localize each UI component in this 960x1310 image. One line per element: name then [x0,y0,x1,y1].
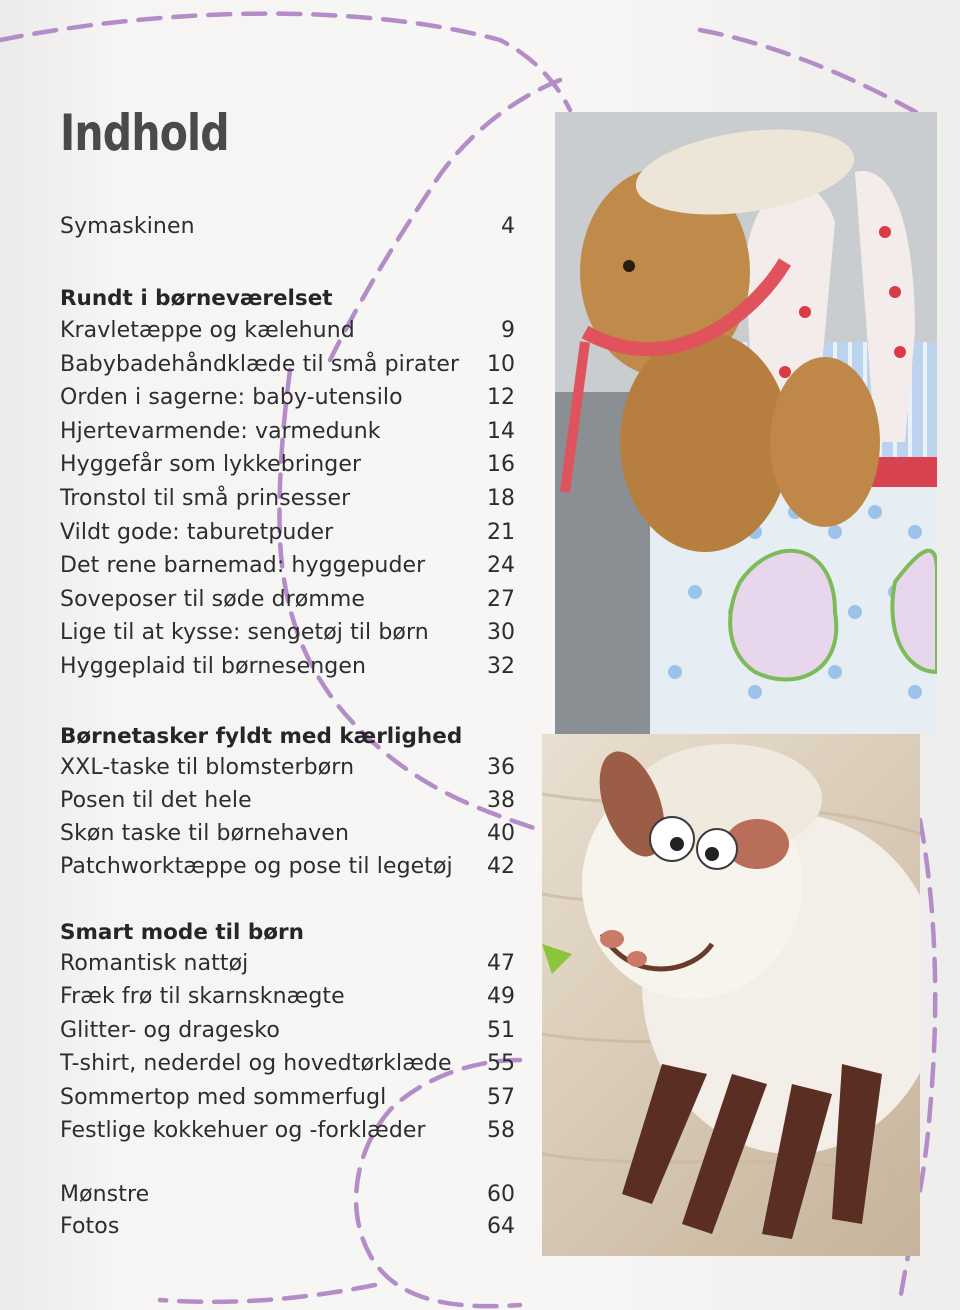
toc-entry[interactable] [60,1214,515,1246]
toc-entry-intro[interactable] [60,214,515,246]
toc-entry-title: Patchworktæppe og pose til legetøj [60,854,453,879]
toc-entry-page: 30 [487,620,515,645]
toc-entry[interactable] [60,1182,515,1214]
toc-entry-page: 36 [487,755,515,780]
toc-entry-page: 12 [487,385,515,410]
toc-entry-page: 32 [487,654,515,679]
toc-entry[interactable] [60,452,515,484]
toc-entry-page: 51 [487,1018,515,1043]
toc-entry[interactable] [60,587,515,619]
toc-entry-title: Soveposer til søde drømme [60,587,366,612]
toc-entry-page: 60 [487,1182,515,1207]
section-heading: Børnetasker fyldt med kærlighed [60,724,463,749]
toc-entry-page: 9 [501,318,515,343]
toc-entry-page: 49 [487,984,515,1009]
toc-entry-title: Posen til det hele [60,788,252,813]
toc-entry-title: Kravletæppe og kælehund [60,318,355,343]
toc-entry-title: Romantisk nattøj [60,951,249,976]
toc-entry[interactable] [60,352,515,384]
toc-entry[interactable] [60,755,515,787]
toc-entry-page: 47 [487,951,515,976]
toc-entry[interactable] [60,553,515,585]
toc-entry-page: 10 [487,352,515,377]
toc-entry-page: 4 [501,214,515,239]
toc-entry-title: Fotos [60,1214,120,1239]
toc-entry[interactable] [60,854,515,886]
toc-entry-title: Babybadehåndklæde til små pirater [60,352,460,377]
toc-entry-page: 38 [487,788,515,813]
photo-sheep-toy [542,734,920,1256]
toc-entry[interactable] [60,419,515,451]
toc-entry-title: Det rene barnemad: hyggepuder [60,553,426,578]
toc-entry-title: Skøn taske til børnehaven [60,821,349,846]
page-title: Indhold [60,104,229,162]
toc-entry-title: Fræk frø til skarnsknægte [60,984,345,1009]
toc-entry-page: 64 [487,1214,515,1239]
toc-entry-title: Hyggefår som lykkebringer [60,452,362,477]
toc-entry-title: XXL-taske til blomsterbørn [60,755,355,780]
toc-entry-title: Sommertop med sommerfugl [60,1085,387,1110]
toc-entry[interactable] [60,620,515,652]
toc-entry-title: Glitter- og dragesko [60,1018,280,1043]
toc-entry-page: 40 [487,821,515,846]
toc-entry[interactable] [60,385,515,417]
toc-entry-page: 21 [487,520,515,545]
section-heading: Smart mode til børn [60,920,304,945]
toc-entry-page: 57 [487,1085,515,1110]
toc-entry[interactable] [60,788,515,820]
toc-entry-title: Orden i sagerne: baby-utensilo [60,385,403,410]
toc-entry-page: 18 [487,486,515,511]
section-heading: Rundt i børneværelset [60,286,333,311]
toc-entry-title: Symaskinen [60,214,195,239]
toc-entry-title: Vildt gode: taburetpuder [60,520,334,545]
toc-entry[interactable] [60,1018,515,1050]
toc-entry-title: Lige til at kysse: sengetøj til børn [60,620,429,645]
toc-entry-page: 16 [487,452,515,477]
toc-entry[interactable] [60,821,515,853]
toc-entry-page: 58 [487,1118,515,1143]
toc-entry-title: Mønstre [60,1182,150,1207]
toc-entry[interactable] [60,951,515,983]
toc-entry-title: Hyggeplaid til børnesengen [60,654,367,679]
toc-entry[interactable] [60,1118,515,1150]
toc-entry-title: T-shirt, nederdel og hovedtørklæde [60,1051,452,1076]
toc-entry[interactable] [60,486,515,518]
toc-entry[interactable] [60,654,515,686]
toc-entry-title: Festlige kokkehuer og -forklæder [60,1118,426,1143]
photo-bunny-in-bag [555,112,937,734]
toc-entry[interactable] [60,1085,515,1117]
toc-entry[interactable] [60,984,515,1016]
toc-entry-page: 24 [487,553,515,578]
toc-entry-page: 27 [487,587,515,612]
toc-entry[interactable] [60,520,515,552]
toc-entry-page: 14 [487,419,515,444]
toc-entry[interactable] [60,1051,515,1083]
toc-entry-page: 55 [487,1051,515,1076]
toc-entry-title: Hjertevarmende: varmedunk [60,419,381,444]
toc-entry-page: 42 [487,854,515,879]
toc-entry-title: Tronstol til små prinsesser [60,486,351,511]
toc-entry[interactable] [60,318,515,350]
